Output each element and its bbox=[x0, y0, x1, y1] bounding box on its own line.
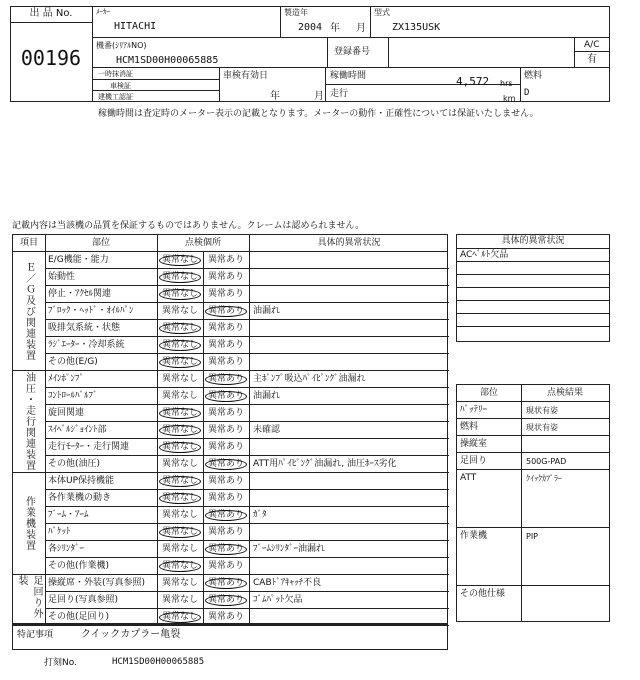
col-detail-header: 具体的異常状況 bbox=[317, 238, 381, 248]
divider bbox=[388, 38, 389, 68]
status-ng-option[interactable] bbox=[203, 405, 249, 422]
detail-text: ATT用ﾊﾟｲﾋﾟﾝｸﾞ油漏れ, 油圧ﾎｰｽ劣化 bbox=[253, 459, 397, 469]
ac-label: A/C bbox=[584, 40, 600, 50]
right-detail-row bbox=[457, 288, 609, 301]
status-text: 異常なし bbox=[159, 442, 201, 453]
status-ok-option[interactable] bbox=[157, 388, 203, 405]
col-item-header: 項目 bbox=[19, 238, 38, 248]
status-text: 異常なし bbox=[159, 612, 201, 623]
detail-text bbox=[250, 269, 448, 286]
right-result-part: 燃料 bbox=[460, 422, 479, 432]
status-text: 異常あり bbox=[205, 391, 247, 402]
header-row-1 bbox=[93, 6, 610, 38]
part-label: 各作業機の動き bbox=[48, 493, 112, 503]
status-ok-option[interactable] bbox=[157, 320, 203, 337]
detail-text: 未確認 bbox=[253, 425, 281, 435]
status-ok-option[interactable] bbox=[157, 456, 203, 473]
part-label: ﾌﾞﾛｯｸ・ﾍｯﾄﾞ・ｵｲﾙﾊﾟﾝ bbox=[48, 306, 134, 316]
inspection-table bbox=[12, 234, 448, 624]
status-ok-option[interactable] bbox=[157, 524, 203, 541]
lot-no-box bbox=[10, 6, 93, 102]
status-text: 異常あり bbox=[207, 340, 244, 350]
status-ng-option[interactable] bbox=[203, 269, 249, 286]
right-result-table bbox=[456, 384, 610, 622]
status-ok-option[interactable] bbox=[157, 422, 203, 439]
hours-unit: hrs bbox=[500, 79, 513, 88]
status-text: 異常なし bbox=[159, 357, 201, 368]
status-ok-option[interactable] bbox=[157, 337, 203, 354]
divider bbox=[370, 6, 371, 38]
model-value: ZX135USK bbox=[392, 22, 441, 33]
status-ng-option[interactable] bbox=[203, 456, 249, 473]
status-ok-option[interactable] bbox=[157, 558, 203, 575]
status-text: 異常あり bbox=[207, 442, 244, 452]
status-text: 異常あり bbox=[205, 595, 247, 606]
status-ng-option[interactable] bbox=[203, 286, 249, 303]
remarks-label: 特記事項 bbox=[17, 630, 54, 640]
right-detail-row: ACﾍﾞﾙﾄ欠品 bbox=[457, 249, 609, 262]
remarks-value: クイックカプラー亀裂 bbox=[81, 629, 181, 640]
permit-3: 建機工認証 bbox=[98, 93, 133, 101]
right-result-value: 現状有姿 bbox=[526, 406, 558, 415]
status-ok-option[interactable] bbox=[157, 507, 203, 524]
status-text: 異常あり bbox=[205, 306, 247, 317]
status-text: 異常あり bbox=[207, 255, 244, 265]
divider bbox=[520, 68, 521, 102]
lot-no-label: 出 品 No. bbox=[10, 6, 92, 23]
right-result-value: ｸｲｯｸｶﾌﾟﾗｰ bbox=[526, 474, 562, 483]
right-result-part: 操縦室 bbox=[460, 439, 488, 449]
hours-notice: 稼働時間は査定時のメーター表示の記載となります。メーターの動作・正確性については保証いたしません。 bbox=[98, 109, 539, 119]
divider bbox=[327, 38, 328, 68]
part-label: 走行ﾓｰﾀｰ・走行関連 bbox=[48, 442, 130, 452]
permit-2: 車検証 bbox=[110, 82, 131, 90]
status-text: 異常あり bbox=[207, 289, 244, 299]
status-text: 異常あり bbox=[207, 493, 244, 503]
status-text: 異常あり bbox=[205, 544, 247, 555]
right-result-part: 足回り bbox=[460, 456, 488, 466]
right-result-value: 現状有姿 bbox=[526, 423, 558, 432]
detail-text bbox=[250, 320, 448, 337]
detail-text bbox=[250, 337, 448, 354]
status-text: 異常なし bbox=[159, 255, 201, 266]
detail-text bbox=[250, 286, 448, 303]
fuel-value: D bbox=[524, 88, 530, 98]
status-text: 異常なし bbox=[159, 340, 201, 351]
year-value: 2004 bbox=[298, 22, 323, 33]
right-detail-table bbox=[456, 234, 610, 342]
part-label: ｽｲﾍﾞﾙｼﾞｮｲﾝﾄ部 bbox=[48, 425, 107, 435]
right-result-part: 作業機 bbox=[460, 531, 488, 541]
status-ok-option[interactable] bbox=[157, 473, 203, 490]
status-ok-option[interactable] bbox=[157, 354, 203, 371]
status-text: 異常あり bbox=[207, 561, 244, 571]
part-label: ﾗｼﾞｴｰﾀｰ・冷却系統 bbox=[48, 340, 125, 350]
status-text: 異常なし bbox=[159, 527, 201, 538]
right-result-part: ﾊﾞｯﾃﾘｰ bbox=[460, 405, 488, 415]
status-ng-option[interactable] bbox=[203, 541, 249, 558]
detail-text: ｺﾞﾑﾊﾟｯﾄ欠品 bbox=[253, 595, 303, 605]
right-detail-row bbox=[457, 262, 609, 275]
part-label: ﾒｲﾝﾎﾟﾝﾌﾟ bbox=[48, 374, 85, 384]
travel-unit: km bbox=[503, 94, 516, 103]
right-col-result: 点検結果 bbox=[546, 388, 583, 398]
status-text: 異常あり bbox=[207, 476, 244, 486]
right-detail-title: 具体的異常状況 bbox=[457, 235, 609, 249]
detail-text: ﾌﾞｰﾑｼﾘﾝﾀﾞｰ油漏れ bbox=[253, 544, 326, 554]
part-label: その他(E/G) bbox=[48, 357, 98, 367]
right-result-value: PIP bbox=[526, 532, 539, 541]
part-label: ﾌﾞｰﾑ・ｱｰﾑ bbox=[48, 510, 89, 520]
status-ng-option[interactable] bbox=[203, 592, 249, 609]
remarks-box bbox=[12, 624, 448, 650]
status-text: 異常なし bbox=[159, 408, 201, 419]
status-ng-option[interactable] bbox=[203, 320, 249, 337]
status-text: 異常なし bbox=[161, 578, 198, 588]
stamp-value: HCM1SD00H00065885 bbox=[112, 657, 205, 667]
detail-text bbox=[250, 405, 448, 422]
ac-value: 有 bbox=[587, 54, 597, 65]
status-text: 異常なし bbox=[161, 544, 198, 554]
status-ng-option[interactable] bbox=[203, 558, 249, 575]
status-ok-option[interactable] bbox=[157, 405, 203, 422]
status-ng-option[interactable] bbox=[203, 490, 249, 507]
status-ng-option[interactable] bbox=[203, 354, 249, 371]
part-label: ｺﾝﾄﾛｰﾙﾊﾞﾙﾌﾞ bbox=[48, 391, 98, 401]
detail-text bbox=[250, 490, 448, 507]
detail-text bbox=[250, 524, 448, 541]
inspection-label: 車検有効日 bbox=[223, 71, 269, 81]
status-text: 異常なし bbox=[161, 595, 198, 605]
status-ng-option[interactable] bbox=[203, 575, 249, 592]
status-text: 異常あり bbox=[205, 374, 247, 385]
col-check-header: 点検個所 bbox=[184, 238, 221, 248]
detail-text: 主ﾎﾟﾝﾌﾟ吸込ﾊﾟｲﾋﾟﾝｸﾞ油漏れ bbox=[253, 374, 366, 384]
right-result-part: その他仕様 bbox=[460, 589, 506, 599]
col-part-header: 部位 bbox=[91, 238, 110, 248]
year-unit: 年 bbox=[330, 23, 340, 34]
group-label: 足回り外装 bbox=[13, 575, 45, 626]
right-detail-row bbox=[457, 301, 609, 314]
status-text: 異常あり bbox=[205, 510, 247, 521]
status-text: 異常なし bbox=[159, 476, 201, 487]
status-ok-option[interactable] bbox=[157, 252, 203, 269]
status-ok-option[interactable] bbox=[157, 371, 203, 388]
status-ng-option[interactable] bbox=[203, 303, 249, 320]
detail-text: ｶﾞﾀ bbox=[253, 510, 267, 520]
hours-value: 4,572 bbox=[456, 75, 490, 88]
detail-text: CABﾄﾞｱｷｬｯﾁ不良 bbox=[253, 578, 322, 588]
part-label: その他(足回り) bbox=[48, 612, 110, 622]
travel-label: 走行 bbox=[330, 89, 349, 99]
group-label: 油圧・走行関連装置 bbox=[13, 371, 45, 473]
status-ok-option[interactable] bbox=[157, 269, 203, 286]
status-text: 異常あり bbox=[207, 323, 244, 333]
status-ok-option[interactable] bbox=[157, 575, 203, 592]
status-text: 異常なし bbox=[161, 459, 198, 469]
status-text: 異常あり bbox=[205, 459, 247, 470]
status-ng-option[interactable] bbox=[203, 439, 249, 456]
detail-text bbox=[250, 439, 448, 456]
detail-text bbox=[250, 354, 448, 371]
status-ok-option[interactable] bbox=[157, 303, 203, 320]
part-label: 操縦席・外装(写真参照) bbox=[48, 578, 146, 588]
right-result-part: ATT bbox=[460, 473, 477, 483]
status-ok-option[interactable] bbox=[157, 439, 203, 456]
part-label: 足回り(写真参照) bbox=[48, 595, 119, 605]
part-label: ﾊﾞｹｯﾄ bbox=[48, 527, 71, 537]
status-text: 異常なし bbox=[161, 374, 198, 384]
right-col-part: 部位 bbox=[479, 388, 498, 398]
group-label: 作業機装置 bbox=[13, 473, 45, 575]
model-label: 型式 bbox=[374, 8, 390, 17]
status-ng-option[interactable] bbox=[203, 371, 249, 388]
status-text: 異常なし bbox=[159, 323, 201, 334]
hours-label: 稼働時間 bbox=[330, 71, 367, 81]
stamp-label: 打刻No. bbox=[44, 658, 77, 668]
right-detail-row bbox=[457, 327, 609, 340]
reg-label: 登録番号 bbox=[334, 47, 371, 57]
right-detail-row bbox=[457, 314, 609, 327]
status-text: 異常なし bbox=[159, 272, 201, 283]
part-label: 旋回関連 bbox=[48, 408, 85, 418]
status-ok-option[interactable] bbox=[157, 541, 203, 558]
status-ng-option[interactable] bbox=[203, 252, 249, 269]
status-ng-option[interactable] bbox=[203, 507, 249, 524]
serial-value: HCM1SD00H00065885 bbox=[116, 55, 219, 66]
status-text: 異常あり bbox=[207, 408, 244, 418]
lot-no-value: 00196 bbox=[20, 46, 82, 70]
status-ok-option[interactable] bbox=[157, 490, 203, 507]
inspection-month-unit: 月 bbox=[314, 91, 324, 102]
detail-text: 油漏れ bbox=[253, 391, 281, 401]
detail-text bbox=[250, 558, 448, 575]
status-ok-option[interactable] bbox=[157, 592, 203, 609]
fuel-label: 燃料 bbox=[524, 71, 543, 81]
maker-value: HITACHI bbox=[114, 21, 157, 32]
serial-label: 機番(ｼﾘｱﾙNO) bbox=[96, 41, 147, 50]
part-label: その他(作業機) bbox=[48, 561, 110, 571]
status-text: 異常なし bbox=[159, 493, 201, 504]
status-ng-option[interactable] bbox=[203, 422, 249, 439]
status-text: 異常なし bbox=[159, 425, 201, 436]
detail-text bbox=[250, 252, 448, 269]
part-label: 各ｼﾘﾝﾀﾞｰ bbox=[48, 544, 85, 554]
detail-text bbox=[250, 473, 448, 490]
part-label: E/G機能・能力 bbox=[48, 255, 109, 265]
status-text: 異常なし bbox=[159, 561, 201, 572]
right-detail-row bbox=[457, 275, 609, 288]
maker-label: ﾒｰｶｰ bbox=[96, 8, 110, 16]
status-text: 異常あり bbox=[205, 578, 247, 589]
part-label: 始動性 bbox=[48, 272, 76, 282]
year-label: 製造年 bbox=[284, 8, 308, 17]
permit-1: 一時抹消証 bbox=[98, 70, 133, 78]
status-text: 異常あり bbox=[207, 527, 244, 537]
detail-text: 油漏れ bbox=[253, 306, 281, 316]
status-text: 異常あり bbox=[207, 357, 244, 367]
status-text: 異常なし bbox=[161, 510, 198, 520]
status-text: 異常なし bbox=[159, 289, 201, 300]
status-ng-option[interactable] bbox=[203, 388, 249, 405]
part-label: 吸排気系統・状態 bbox=[48, 323, 121, 333]
divider bbox=[280, 6, 281, 38]
disclaimer: 記載内容は当該機の品質を保証するものではありません。クレームは認められません。 bbox=[12, 221, 365, 231]
status-ok-option[interactable] bbox=[157, 286, 203, 303]
status-text: 異常なし bbox=[161, 391, 198, 401]
status-ng-option[interactable] bbox=[203, 337, 249, 354]
part-label: 停止・ｱｸｾﾙ関連 bbox=[48, 289, 112, 299]
status-text: 異常なし bbox=[161, 306, 198, 316]
part-label: その他(油圧) bbox=[48, 459, 101, 469]
status-text: 異常あり bbox=[207, 272, 244, 282]
right-result-value: 500G-PAD bbox=[526, 457, 567, 466]
status-text: 異常あり bbox=[207, 612, 244, 622]
status-ng-option[interactable] bbox=[203, 524, 249, 541]
status-ng-option[interactable] bbox=[203, 473, 249, 490]
month-unit: 月 bbox=[356, 23, 366, 34]
part-label: 本体UP保持機能 bbox=[48, 476, 115, 486]
status-text: 異常あり bbox=[207, 425, 244, 435]
inspection-year-unit: 年 bbox=[270, 91, 280, 102]
group-label: Ｅ／Ｇ及び関連装置 bbox=[13, 252, 45, 371]
